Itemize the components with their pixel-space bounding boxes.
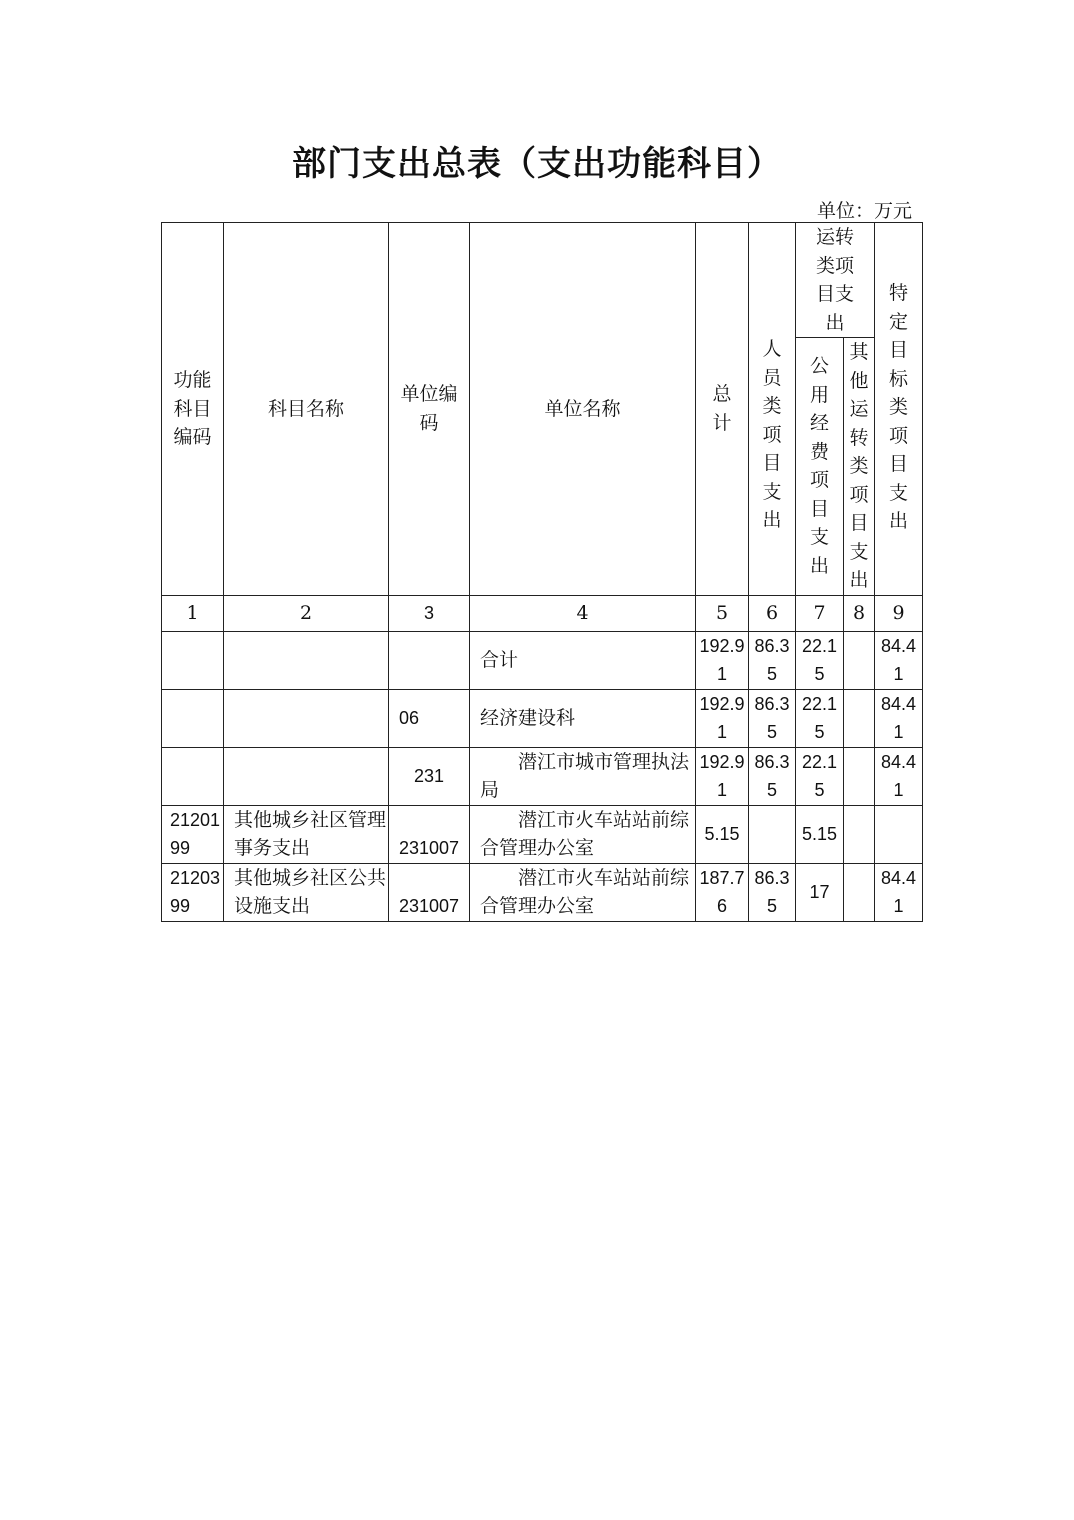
index-cell: 7 — [796, 595, 844, 631]
header-unit-code: 单位编码 — [389, 223, 470, 596]
special-cell: 84.41 — [875, 863, 923, 921]
unit-name-cell: 潜江市火车站站前综合管理办公室 — [470, 805, 696, 863]
other-operating-cell — [844, 863, 875, 921]
index-cell: 9 — [875, 595, 923, 631]
other-operating-cell — [844, 689, 875, 747]
subject-name-cell — [224, 747, 389, 805]
func-code-cell — [162, 689, 224, 747]
header-special: 特定目标类项目支出 — [875, 223, 923, 596]
table-row — [162, 747, 923, 805]
unit-name-cell: 合计 — [470, 631, 696, 689]
header-subject-name: 科目名称 — [224, 223, 389, 596]
special-cell — [875, 805, 923, 863]
total-cell: 5.15 — [696, 805, 749, 863]
table-row — [162, 805, 923, 863]
unit-code-cell: 231 — [389, 747, 470, 805]
public-funds-cell: 22.15 — [796, 747, 844, 805]
public-funds-cell: 22.15 — [796, 689, 844, 747]
unit-label: 单位：万元 — [816, 200, 912, 222]
unit-code-cell: 06 — [389, 689, 470, 747]
func-code-cell — [162, 631, 224, 689]
special-cell: 84.41 — [875, 689, 923, 747]
header-public-funds: 公用经费项目支出 — [796, 338, 844, 596]
personnel-cell: 86.35 — [749, 863, 796, 921]
personnel-cell — [749, 805, 796, 863]
header-unit-name: 单位名称 — [470, 223, 696, 596]
unit-code-cell: 231007 — [389, 863, 470, 921]
table-row — [162, 631, 923, 689]
header-total: 总计 — [696, 223, 749, 596]
unit-code-cell — [389, 631, 470, 689]
total-cell: 192.91 — [696, 689, 749, 747]
unit-code-cell: 231007 — [389, 805, 470, 863]
index-cell: 5 — [696, 595, 749, 631]
other-operating-cell — [844, 631, 875, 689]
subject-name-cell — [224, 631, 389, 689]
other-operating-cell — [844, 747, 875, 805]
unit-name-cell: 潜江市城市管理执法局 — [470, 747, 696, 805]
header-operating: 运转类项目支出 — [796, 223, 875, 338]
special-cell: 84.41 — [875, 747, 923, 805]
index-cell: 4 — [470, 595, 696, 631]
personnel-cell: 86.35 — [749, 631, 796, 689]
special-cell: 84.41 — [875, 631, 923, 689]
func-code-cell: 2120399 — [162, 863, 224, 921]
unit-name-cell: 潜江市火车站站前综合管理办公室 — [470, 863, 696, 921]
public-funds-cell: 22.15 — [796, 631, 844, 689]
page-title: 部门支出总表（支出功能科目） — [292, 144, 782, 184]
total-cell: 192.91 — [696, 747, 749, 805]
personnel-cell: 86.35 — [749, 689, 796, 747]
index-cell: 6 — [749, 595, 796, 631]
expenditure-table — [161, 222, 923, 922]
index-cell: 8 — [844, 595, 875, 631]
unit-name-cell: 经济建设科 — [470, 689, 696, 747]
subject-name-cell: 其他城乡社区公共设施支出 — [224, 863, 389, 921]
personnel-cell: 86.35 — [749, 747, 796, 805]
total-cell: 192.91 — [696, 631, 749, 689]
total-cell: 187.76 — [696, 863, 749, 921]
header-func-code: 功能科目编码 — [162, 223, 224, 596]
public-funds-cell: 5.15 — [796, 805, 844, 863]
func-code-cell: 2120199 — [162, 805, 224, 863]
other-operating-cell — [844, 805, 875, 863]
subject-name-cell — [224, 689, 389, 747]
table-row — [162, 863, 923, 921]
header-other-operating: 其他运转类项目支出 — [844, 338, 875, 596]
subject-name-cell: 其他城乡社区管理事务支出 — [224, 805, 389, 863]
public-funds-cell: 17 — [796, 863, 844, 921]
func-code-cell — [162, 747, 224, 805]
header-personnel: 人员类项目支出 — [749, 223, 796, 596]
index-cell: 2 — [224, 595, 389, 631]
index-row — [162, 595, 923, 631]
index-cell: 3 — [389, 595, 470, 631]
table-row — [162, 689, 923, 747]
index-cell: 1 — [162, 595, 224, 631]
